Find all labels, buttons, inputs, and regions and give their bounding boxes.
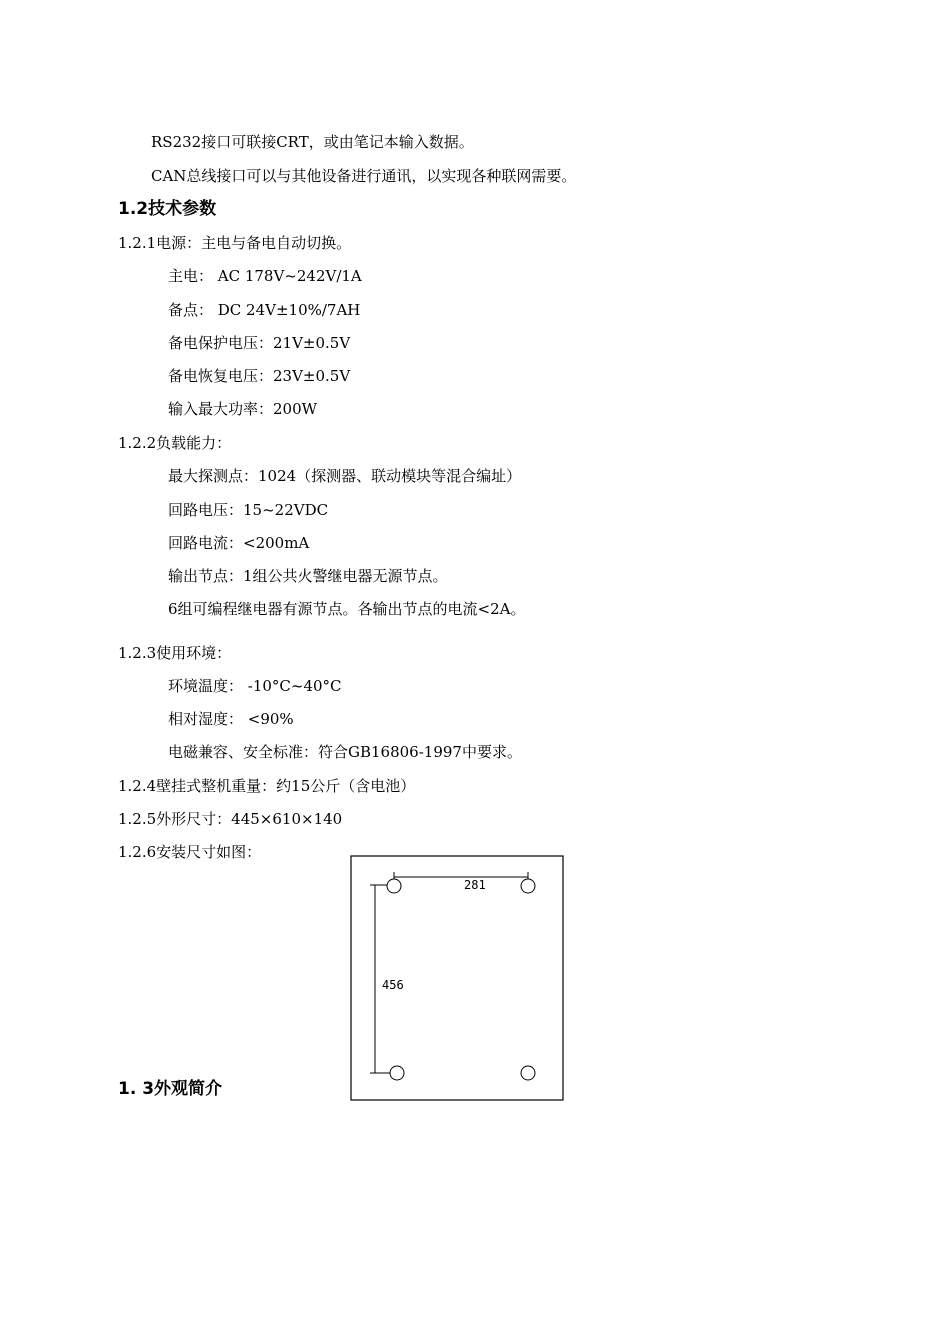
power-max: 输入最大功率：200W xyxy=(168,400,318,418)
mounting-hole-bottom-right xyxy=(521,1066,535,1080)
height-dimension-label: 456 xyxy=(382,978,404,992)
mounting-diagram xyxy=(350,855,564,1101)
intro-can: CAN总线接口可以与其他设备进行通讯，以实现各种联网需要。 xyxy=(151,167,577,185)
load-output-nodes: 输出节点：1组公共火警继电器无源节点。 xyxy=(168,567,448,585)
env-temperature: 环境温度： -10°C~40°C xyxy=(168,677,342,695)
section-1-3-title: 1. 3外观简介 xyxy=(118,1079,223,1099)
width-dimension-label: 281 xyxy=(464,878,486,892)
mounting-hole-top-left xyxy=(387,879,401,893)
mounting-hole-bottom-left xyxy=(390,1066,404,1080)
intro-rs232: RS232接口可联接CRT，或由笔记本输入数据。 xyxy=(151,133,474,151)
power-backup-recover: 备电恢复电压：23V±0.5V xyxy=(168,367,351,385)
load-heading: 1.2.2负载能力： xyxy=(118,434,232,452)
power-heading: 1.2.1电源：主电与备电自动切换。 xyxy=(118,234,352,252)
mounting-caption: 1.2.6安装尺寸如图： xyxy=(118,843,262,861)
dimensions: 1.2.5外形尺寸：445×610×140 xyxy=(118,810,343,828)
load-programmable: 6组可编程继电器有源节点。各输出节点的电流<2A。 xyxy=(168,600,526,618)
weight: 1.2.4壁挂式整机重量：约15公斤（含电池） xyxy=(118,777,416,795)
power-backup-protect: 备电保护电压：21V±0.5V xyxy=(168,334,351,352)
env-heading: 1.2.3使用环境： xyxy=(118,644,232,662)
power-backup: 备点： DC 24V±10%/7AH xyxy=(168,301,361,319)
env-emc: 电磁兼容、安全标准：符合GB16806-1997中要求。 xyxy=(168,743,522,761)
load-max-points: 最大探测点：1024（探测器、联动模块等混合编址） xyxy=(168,467,522,485)
section-1-2-title: 1.2技术参数 xyxy=(118,199,217,219)
load-loop-voltage: 回路电压：15~22VDC xyxy=(168,501,329,519)
load-loop-current: 回路电流：<200mA xyxy=(168,534,310,552)
mounting-hole-top-right xyxy=(521,879,535,893)
power-main: 主电： AC 178V~242V/1A xyxy=(168,267,362,285)
env-humidity: 相对湿度： <90% xyxy=(168,710,294,728)
